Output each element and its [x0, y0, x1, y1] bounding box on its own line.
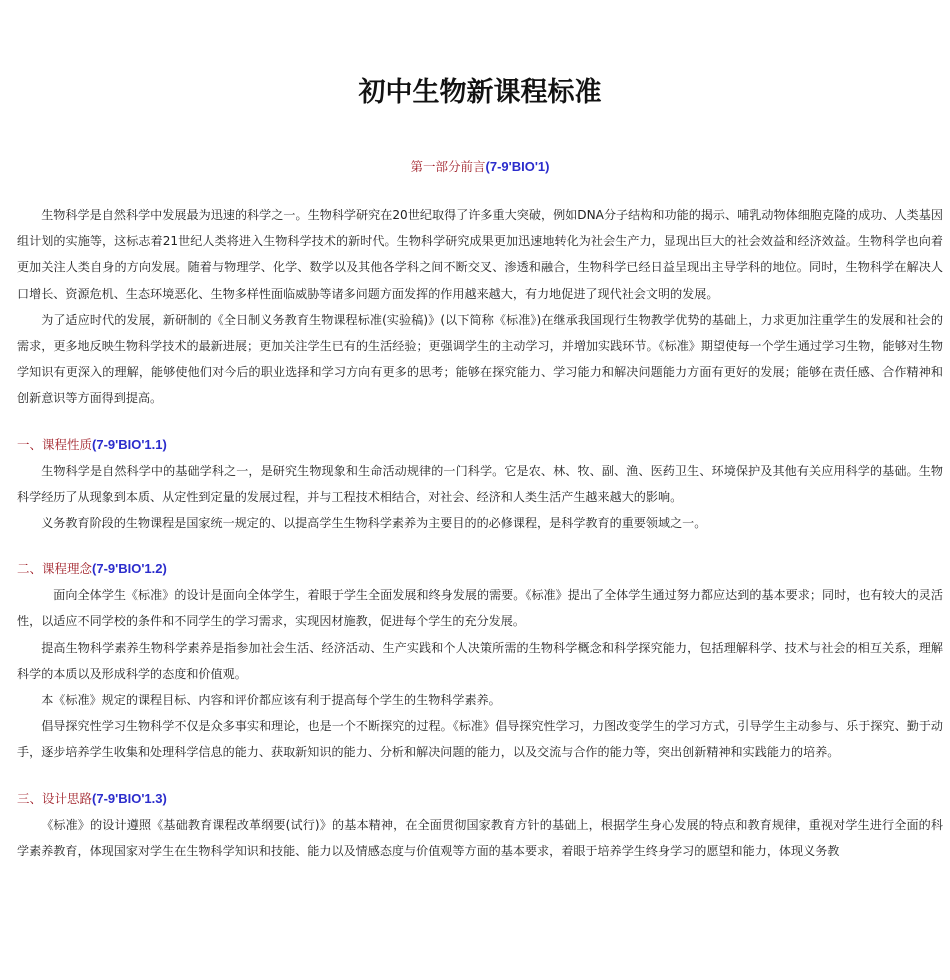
body-paragraph: 义务教育阶段的生物课程是国家统一规定的、以提高学生生物科学素养为主要目的的必修课程，是科学教育的重要领域之一。: [41, 516, 707, 531]
body-paragraph: 生物科学是自然科学中的基础学科之一，是研究生物现象和生命活动规律的一门科学。它是农、林、牧、副、渔、医药卫生、环境保护及其他有关应用科学的基础。生物科学经历了从现象到本质、从定性到定量的发展过程，并与工程技术相结合，对社会、经济和人类生活产生越来越大的影响。: [17, 463, 943, 504]
body-paragraph: 为了适应时代的发展，新研制的《全日制义务教育生物课程标准(实验稿)》(以下简称《标准》)在继承我国现行生物教学优势的基础上，力求更加注重学生的发展和社会的需求，更多地反映生物科学技术的最新进展；更加关注学生已有的生活经验；更强调学生的主动学习，并增加实践环节。《标准》期望使每一个学生通过学习生物，能够对生物学知识有更深入的理解，能够使他们对今后的职业选择和学习方向有更多的思考；能够在探究能力、学习能力和解决问题能力方面有更好的发展；能够在责任感、合作精神和创新意识等方面得到提高。: [17, 312, 943, 406]
part-code: (7-9'BIO'1): [485, 159, 550, 174]
part-heading: [17, 157, 943, 177]
section-label: 二、课程理念: [17, 561, 93, 577]
section-label: 三、设计思路: [17, 790, 93, 806]
body-paragraph: 《标准》的设计遵照《基础教育课程改革纲要(试行)》的基本精神，在全面贯彻国家教育方针的基础上，根据学生身心发展的特点和教育规律，重视对学生进行全面的科学素养教育，体现国家对学生在生物科学知识和技能、能力以及情感态度与价值观等方面的基本要求，着眼于培养学生终身学习的愿望和能力，体现义务教: [17, 817, 943, 858]
section-heading: [17, 432, 943, 458]
section-heading: [17, 786, 943, 812]
page-title: 初中生物新课程标准: [358, 77, 602, 108]
section-code: (7-9'BIO'1.3): [92, 790, 167, 806]
body-paragraph: 提高生物科学素养生物科学素养是指参加社会生活、经济活动、生产实践和个人决策所需的生物科学概念和科学探究能力，包括理解科学、技术与社会的相互关系，理解科学的本质以及形成科学的态度和价值观。: [17, 640, 943, 681]
body-paragraph: 本《标准》规定的课程目标、内容和评价都应该有利于提高每个学生的生物科学素养。: [41, 693, 501, 708]
body-paragraph: 生物科学是自然科学中发展最为迅速的科学之一。生物科学研究在20世纪取得了许多重大突破，例如DNA分子结构和功能的揭示、哺乳动物体细胞克隆的成功、人类基因组计划的实施等，这标志着21世纪人类将进入生物科学技术的新时代。生物科学研究成果更加迅速地转化为社会生产力，显现出巨大的社会效益和经济效益。生物科学也向着更加关注人类自身的方向发展。随着与物理学、化学、数学以及其他各学科之间不断交叉、渗透和融合，生物科学已经日益呈现出主导学科的地位。同时，生物科学在解决人口增长、资源危机、生态环境恶化、生物多样性面临威胁等诸多问题方面发挥的作用越来越大，有力地促进了现代社会文明的发展。: [17, 208, 943, 301]
section-heading: [17, 556, 943, 582]
section-code: (7-9'BIO'1.2): [92, 561, 167, 577]
body-paragraph: 倡导探究性学习生物科学不仅是众多事实和理论，也是一个不断探究的过程。《标准》倡导探究性学习，力图改变学生的学习方式，引导学生主动参与、乐于探究、勤于动手，逐步培养学生收集和处理科学信息的能力、获取新知识的能力、分析和解决问题的能力，以及交流与合作的能力等，突出创新精神和实践能力的培养。: [17, 719, 943, 760]
part-label: 第一部分前言: [410, 159, 486, 174]
section-code: (7-9'BIO'1.1): [92, 436, 167, 452]
document-body: [17, 202, 943, 864]
section-label: 一、课程性质: [17, 436, 93, 452]
body-paragraph: 面向全体学生《标准》的设计是面向全体学生，着眼于学生全面发展和终身发展的需要。《标准》提出了全体学生通过努力都应达到的基本要求；同时，也有较大的灵活性，以适应不同学校的条件和不同学生的学习需求，实现因材施教，促进每个学生的充分发展。: [17, 588, 943, 629]
